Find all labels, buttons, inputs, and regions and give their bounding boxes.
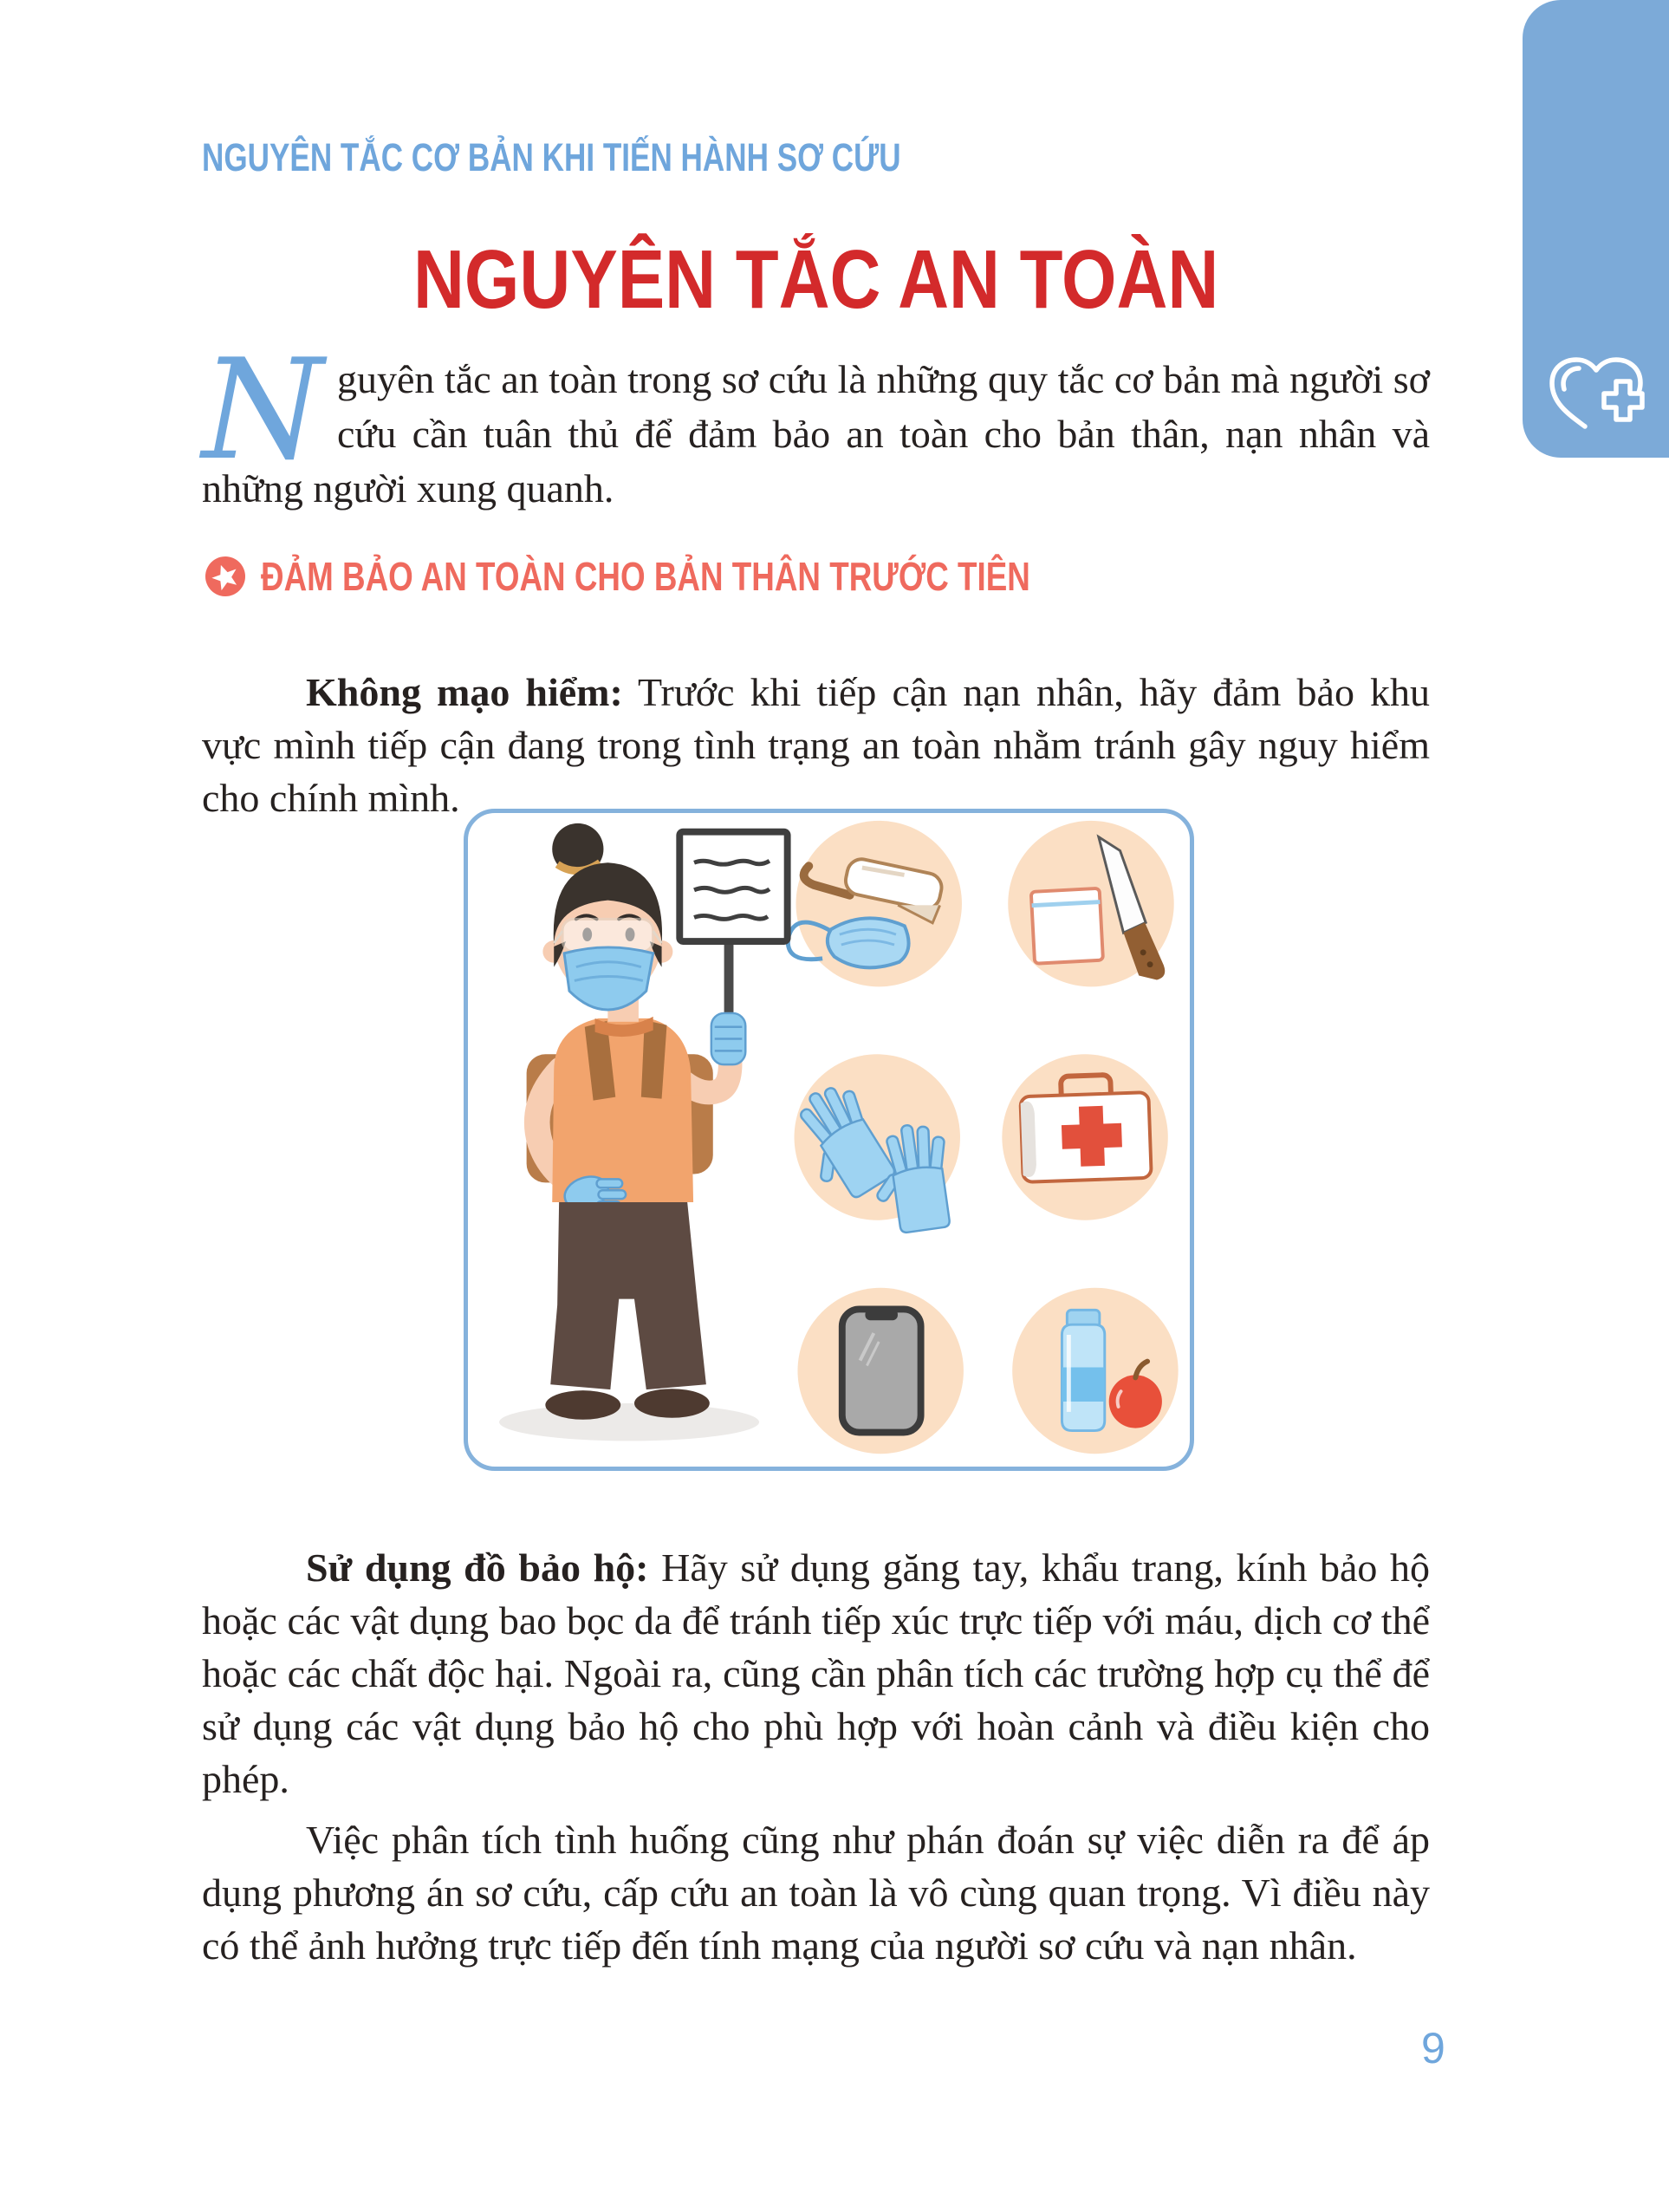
section-heading-text: ĐẢM BẢO AN TOÀN CHO BẢN THÂN TRƯỚC TIÊN — [261, 554, 1030, 599]
page-number: 9 — [1421, 2024, 1445, 2072]
paragraph-analysis — [202, 1813, 1430, 1972]
first-aider-head — [542, 823, 672, 1010]
page-title — [202, 232, 1430, 328]
drop-cap: N — [202, 329, 323, 491]
section-heading — [204, 553, 1223, 600]
paragraph-use-ppe-text: Hãy sử dụng găng tay, khẩu trang, kính bảo hộ hoặc các vật dụng bao bọc da để tránh tiếp xúc trực tiếp với máu, dịch cơ thể hoặc các chất độc hại. Ngoài ra, cũng cần phân tích các trường hợp cụ thể để sử dụng các vật dụng bảo hộ cho phù hợp với hoàn cảnh và điều kiện cho phép. — [202, 1545, 1430, 1801]
paragraph-use-ppe-lead: Sử dụng đồ bảo hộ: — [306, 1545, 649, 1590]
first-aider-figure — [499, 823, 788, 1441]
paragraph-no-risk-lead: Không mạo hiểm: — [306, 670, 623, 714]
smartphone-icon — [842, 1309, 921, 1432]
safety-illustration — [464, 809, 1194, 1471]
paragraph-use-ppe — [202, 1541, 1430, 1805]
intro-text: guyên tắc an toàn trong sơ cứu là những quy tắc cơ bản mà người sơ cứu cần tuân thủ để đảm bảo an toàn cho bản thân, nạn nhân và những người xung quanh. — [202, 357, 1430, 511]
page-title-text: NGUYÊN TẮC AN TOÀN — [412, 233, 1219, 326]
running-header: NGUYÊN TẮC CƠ BẢN KHI TIẾN HÀNH SƠ CỨU — [202, 135, 901, 179]
paragraph-analysis-text: Việc phân tích tình huống cũng như phán đoán sự việc diễn ra để áp dụng phương án sơ cứu, cấp cứu an toàn là vô cùng quan trọng. Vì điều này có thể ảnh hưởng trực tiếp đến tính mạng của người sơ cứu và nạn nhân. — [202, 1818, 1430, 1968]
heart-cross-icon — [1545, 354, 1647, 433]
paragraph-no-risk — [202, 666, 1430, 824]
safety-illustration-drawing — [468, 813, 1190, 1467]
star-bullet-icon — [204, 555, 247, 598]
chapter-tab — [1523, 0, 1669, 458]
intro-paragraph — [202, 329, 1430, 516]
glove-holding-sign — [711, 1013, 745, 1064]
instruction-sign — [679, 832, 787, 941]
paragraph-no-risk-text: Trước khi tiếp cận nạn nhân, hãy đảm bảo khu vực mình tiếp cận đang trong tình trạng an toàn nhằm tránh gây nguy hiểm cho chính mình. — [202, 670, 1430, 820]
